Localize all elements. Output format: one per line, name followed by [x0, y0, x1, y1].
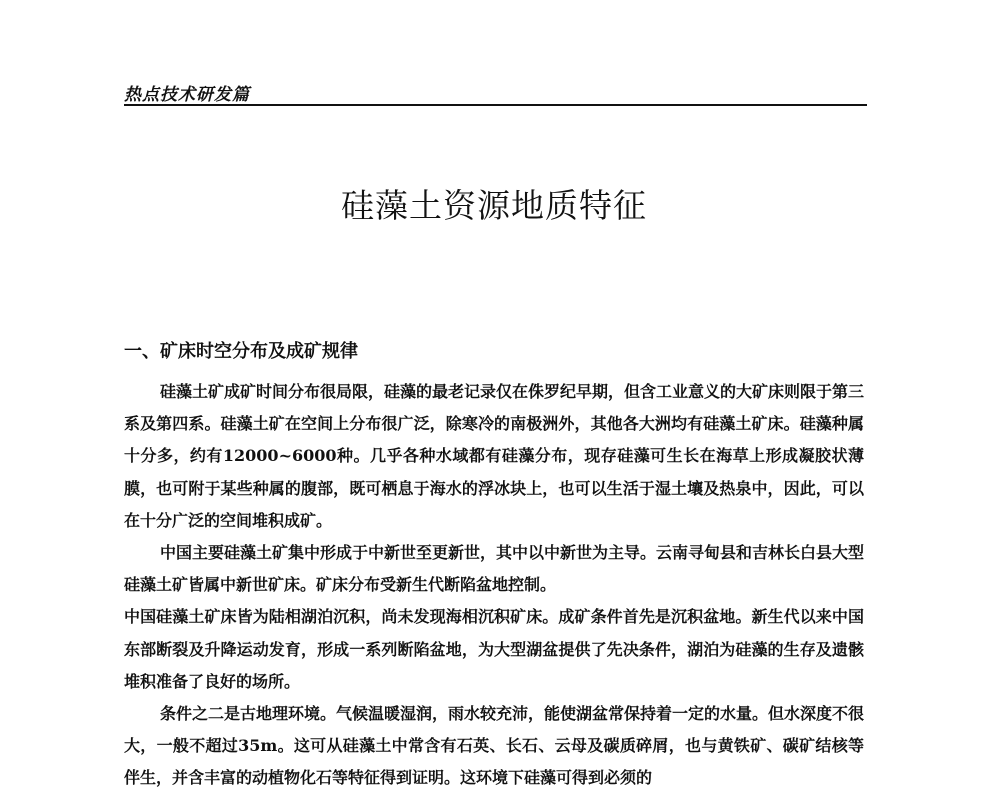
body-paragraph: 中国主要硅藻土矿集中形成于中新世至更新世，其中以中新世为主导。云南寻甸县和吉林长白县大型硅藻土矿皆属中新世矿床。矿床分布受新生代断陷盆地控制。	[124, 543, 865, 595]
header-divider	[124, 104, 867, 106]
body-paragraph: 中国硅藻土矿床皆为陆相湖泊沉积，尚未发现海相沉积矿床。成矿条件首先是沉积盆地。新生代以来中国东部断裂及升降运动发育，形成一系列断陷盆地，为大型湖盆提供了先决条件，湖泊为硅藻的生存及遗骸堆积准备了良好的场所。	[124, 607, 864, 691]
running-header: 热点技术研发篇	[124, 85, 250, 105]
section-heading: 一、矿床时空分布及成矿规律	[124, 341, 358, 362]
article-body	[124, 376, 864, 795]
body-paragraph: 硅藻土矿成矿时间分布很局限，硅藻的最老记录仅在侏罗纪早期，但含工业意义的大矿床则限于第三系及第四系。硅藻土矿在空间上分布很广泛，除寒冷的南极洲外，其他各大洲均有硅藻土矿床。硅藻种属十分多，约有12000~6000种。几乎各种水域都有硅藻分布，现存硅藻可生长在海草上形成凝胶状薄膜，也可附于某些种属的腹部，既可栖息于海水的浮冰块上，也可以生活于湿土壤及热泉中，因此，可以在十分广泛的空间堆积成矿。	[124, 382, 865, 530]
body-paragraph: 条件之二是古地理环境。气候温暖湿润，雨水较充沛，能使湖盆常保持着一定的水量。但水深度不很大，一般不超过35m。这可从硅藻土中常含有石英、长石、云母及碳质碎屑，也与黄铁矿、碳矿结核等伴生，并含丰富的动植物化石等特征得到证明。这环境下硅藻可得到必须的	[124, 704, 865, 788]
article-title: 硅藻土资源地质特征	[341, 186, 647, 225]
